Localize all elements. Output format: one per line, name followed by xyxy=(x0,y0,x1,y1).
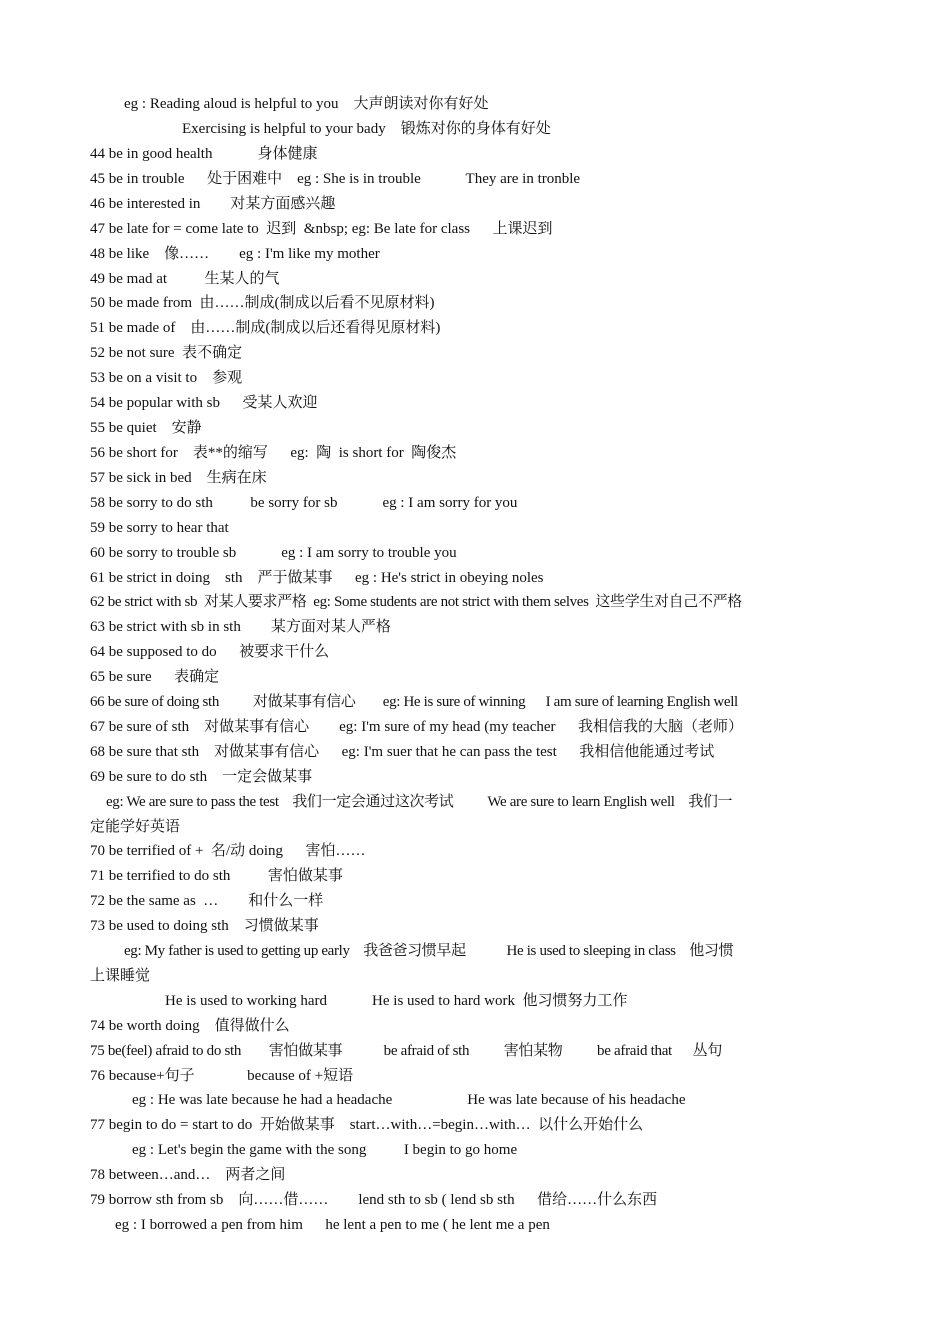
text-line: 45 be in trouble 处于困难中 eg : She is in trouble They are in tronble xyxy=(90,171,581,187)
text-line: 62 be strict with sb 对某人要求严格 eg: Some students are not strict with them selves 这些学生对自己不严格 xyxy=(90,594,742,610)
text-line: 上课睡觉 xyxy=(90,968,151,984)
text-line: eg : I borrowed a pen from him he lent a pen to me ( he lent me a pen xyxy=(115,1217,550,1233)
text-line: 47 be late for = come late to 迟到 &nbsp; eg: Be late for class 上课迟到 xyxy=(90,221,553,237)
text-line: 63 be strict with sb in sth 某方面对某人严格 xyxy=(90,619,391,635)
text-line: eg : Reading aloud is helpful to you 大声朗读对你有好处 xyxy=(124,96,489,112)
text-line: 68 be sure that sth 对做某事有信心 eg: I'm suer that he can pass the test 我相信他能通过考试 xyxy=(90,744,715,760)
text-line: 73 be used to doing sth 习惯做某事 xyxy=(90,918,319,934)
text-line: 48 be like 像…… eg : I'm like my mother xyxy=(90,246,380,262)
text-line: 50 be made from 由……制成(制成以后看不见原材料) xyxy=(90,295,435,311)
text-line: eg: We are sure to pass the test 我们一定会通过这次考试 We are sure to learn English well 我们一 xyxy=(106,794,733,810)
text-line: 44 be in good health 身体健康 xyxy=(90,146,318,162)
text-line: 69 be sure to do sth 一定会做某事 xyxy=(90,769,313,785)
text-line: 77 begin to do = start to do 开始做某事 start…with…=begin…with… 以什么开始什么 xyxy=(90,1117,644,1133)
text-line: eg : Let's begin the game with the song I begin to go home xyxy=(132,1142,518,1158)
text-line: 53 be on a visit to 参观 xyxy=(90,370,243,386)
text-line: 55 be quiet 安静 xyxy=(90,420,202,436)
text-line: Exercising is helpful to your bady 锻炼对你的身体有好处 xyxy=(182,121,551,137)
text-line: 51 be made of 由……制成(制成以后还看得见原材料) xyxy=(90,320,441,336)
text-line: He is used to working hard He is used to hard work 他习惯努力工作 xyxy=(165,993,628,1009)
text-line: 52 be not sure 表不确定 xyxy=(90,345,243,361)
text-line: 58 be sorry to do sth be sorry for sb eg : I am sorry for you xyxy=(90,495,518,511)
text-line: 46 be interested in 对某方面感兴趣 xyxy=(90,196,336,212)
text-line: 70 be terrified of + 名/动 doing 害怕…… xyxy=(90,843,366,859)
text-line: eg : He was late because he had a headache He was late because of his headache xyxy=(132,1092,686,1108)
text-line: 74 be worth doing 值得做什么 xyxy=(90,1018,290,1034)
text-line: 57 be sick in bed 生病在床 xyxy=(90,470,267,486)
text-line: 67 be sure of sth 对做某事有信心 eg: I'm sure of my head (my teacher 我相信我的大脑（老师） xyxy=(90,719,744,735)
text-line: 71 be terrified to do sth 害怕做某事 xyxy=(90,868,343,884)
text-line: 78 between…and… 两者之间 xyxy=(90,1167,286,1183)
text-line: 64 be supposed to do 被要求干什么 xyxy=(90,644,330,660)
text-line: 66 be sure of doing sth 对做某事有信心 eg: He is sure of winning I am sure of learning English well xyxy=(90,694,738,710)
text-line: 61 be strict in doing sth 严于做某事 eg : He's strict in obeying noles xyxy=(90,570,544,586)
text-line: 65 be sure 表确定 xyxy=(90,669,220,685)
text-line: 定能学好英语 xyxy=(90,819,181,835)
text-line: 49 be mad at 生某人的气 xyxy=(90,271,280,287)
text-line: 59 be sorry to hear that xyxy=(90,520,229,536)
text-line: 79 borrow sth from sb 向……借…… lend sth to sb ( lend sb sth 借给……什么东西 xyxy=(90,1192,658,1208)
text-line: 76 because+句子 because of +短语 xyxy=(90,1068,354,1084)
text-line: eg: My father is used to getting up early 我爸爸习惯早起 He is used to sleeping in class 他习惯 xyxy=(124,943,734,959)
text-line: 75 be(feel) afraid to do sth 害怕做某事 be afraid of sth 害怕某物 be afraid that 丛句 xyxy=(90,1043,723,1059)
text-line: 56 be short for 表**的缩写 eg: 陶 is short for 陶俊杰 xyxy=(90,445,457,461)
text-line: 54 be popular with sb 受某人欢迎 xyxy=(90,395,318,411)
text-line: 60 be sorry to trouble sb eg : I am sorry to trouble you xyxy=(90,545,457,561)
text-line: 72 be the same as … 和什么一样 xyxy=(90,893,324,909)
